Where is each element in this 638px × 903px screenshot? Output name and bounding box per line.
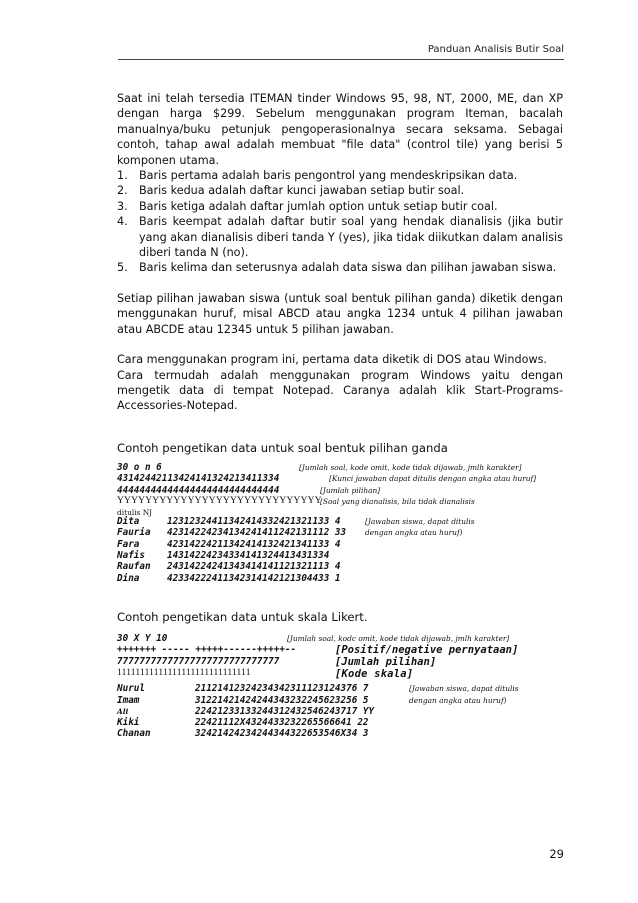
page-number: 29 xyxy=(549,847,564,861)
table-row: Fauria 42314224234134241411242131112 33 dengan angka atau huruf) xyxy=(117,527,463,539)
control-row: 30 o n 6 [Jumlah soal, kode omit, kode tidak dijawab, jmlh karakter] xyxy=(117,462,522,473)
notepad-paragraph: Cara termudah adalah menggunakan program Windows yaitu dengan mengetik data di tempat Notepad. Caranya adalah klik Start-Programs-Accessories-Notepad. xyxy=(117,368,563,413)
likert-code-block xyxy=(117,633,567,740)
list-item: 1. Baris pertama adalah baris pengontrol yang mendeskripsikan data. xyxy=(117,169,518,183)
table-row: Ali 22421233133244312432546243717 YY xyxy=(117,705,375,717)
body-text xyxy=(117,91,563,414)
table-row: Dita 12312324411342414332421321133 4 [Jawaban siswa, dapat ditulis xyxy=(117,516,475,528)
list-item: 3. Baris ketiga adalah daftar jumlah option untuk setiap butir coal. xyxy=(117,199,498,213)
include-note-row: ditulis NJ xyxy=(117,508,153,518)
control-row: 30 X Y 10 [Jumlah soal, kodc omit, kode tidak dijawab, jmlh karakter] xyxy=(117,633,510,644)
list-item: 4. Baris keempat adalah daftar butir soal yang hendak dianalisis (jika butir yang akan dianalisis diberi tanda Y (yes), jika tidak diikutkan dalam analisis diberi tanda N (no). xyxy=(117,215,563,260)
ones-row: 11111111111111111111111111111 [Kode skala] xyxy=(117,668,414,681)
table-row: Chanan 32421424234244344322653546X34 3 xyxy=(117,728,369,740)
options-row: 44444444444444444444444444444 [Jumlah pilihan] xyxy=(117,484,381,496)
key-row: 43142442113424141324213411334 [Kunci jawaban dapat ditulis dengan angka atau huruf] xyxy=(117,473,537,485)
table-row: Raufan 24314224241343414141121321113 4 xyxy=(117,561,341,573)
options-paragraph: Setiap pilihan jawaban siswa (untuk soal bentuk pilihan ganda) diketik dengan menggunakan huruf, misal ABCD atau angka 1234 untuk 4 pilihan jawaban atau ABCDE atau 12345 untuk 5 pilihan jawaban. xyxy=(117,291,563,336)
sevens-row: 77777777777777777777777777777 [Jumlah pilihan] xyxy=(117,656,437,669)
running-header: Panduan Analisis Butir Soal xyxy=(427,44,564,55)
likert-example-title: Contoh pengetikan data untuk skala Likert. xyxy=(117,610,368,624)
intro-paragraph: Saat ini telah tersedia ITEMAN tinder Windows 95, 98, NT, 2000, ME, dan XP dengan harga $299. Sebelum menggunakan program Iteman, bacalah manualnya/buku petunjuk pengoperasionalnya secara seksama. Sebagai contoh, tahap awal adalah membuat "file data" (control tile) yang berisi 5 komponen utama. xyxy=(117,92,563,167)
dos-paragraph: Cara menggunakan program ini, pertama data diketik di DOS atau Windows. xyxy=(117,353,547,367)
include-row: YYYYYYYYYYYYYYYYYYYYYYYYYYYYY [Soal yang dianalisis, bila tidak dianalisis xyxy=(117,495,475,506)
mc-code-block xyxy=(117,462,567,584)
list-item: 5. Baris kelima dan seterusnya adalah data siswa dan pilihan jawaban siswa. xyxy=(117,261,557,275)
table-row: Fara 42314224211342414132421341133 4 xyxy=(117,538,341,550)
table-row: Imam 31221421424244343232245623256 5 dengan angka atau huruf) xyxy=(117,694,507,706)
header-rule xyxy=(118,59,564,60)
steps-list xyxy=(117,168,563,276)
table-row: Dina 42334222411342314142121304433 1 xyxy=(117,572,341,584)
sign-row: +++++++ ----- +++++------+++++-- [Positif/negative pernyataan] xyxy=(117,644,519,657)
table-row: Kiki 22421112X4324433232265566641 22 xyxy=(117,717,369,729)
table-row: Nurul 21121412324234342311123124376 7 [Jawaban siswa, dapat ditulis xyxy=(117,683,519,695)
list-item: 2. Baris kedua adalah daftar kunci jawaban setiap butir soal. xyxy=(117,184,465,198)
table-row: Nafis 14314224234334141324413431334 xyxy=(117,550,330,562)
mc-example-title: Contoh pengetikan data untuk soal bentuk pilihan ganda xyxy=(117,441,448,455)
